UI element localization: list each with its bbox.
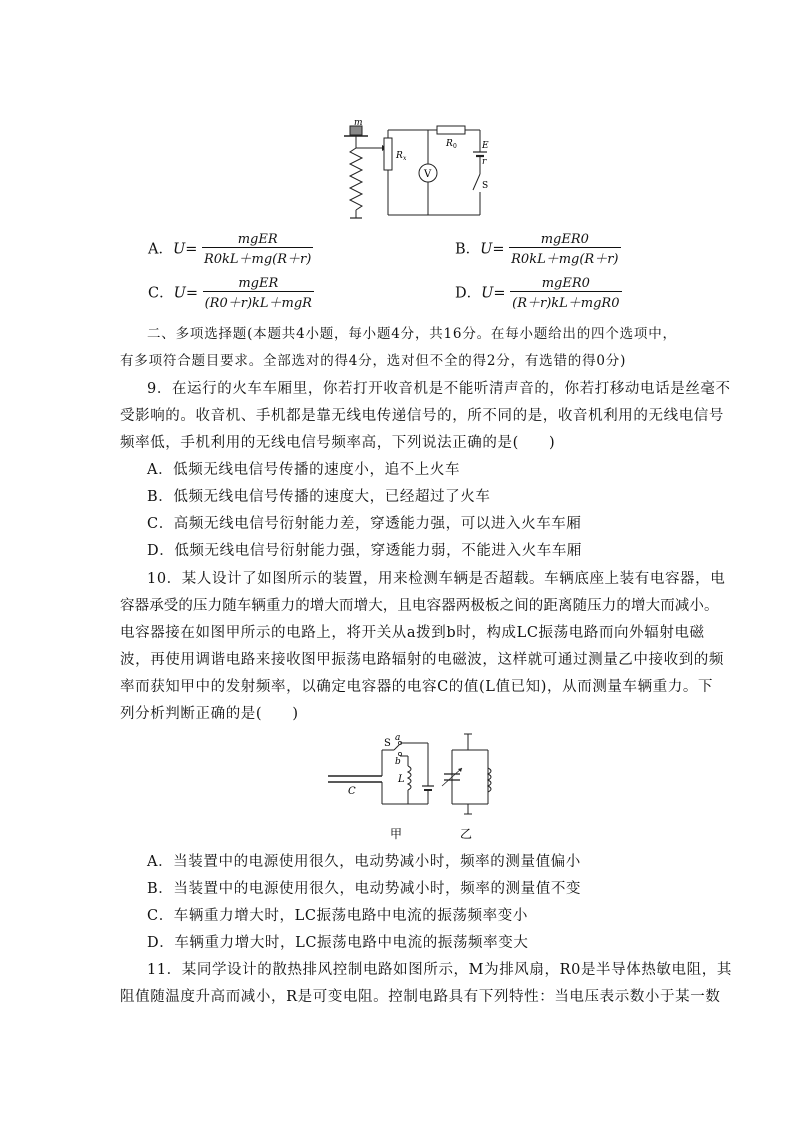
q10-option-d[interactable]: D．车辆重力增大时，LC振荡电路中电流的振荡频率变大 bbox=[147, 935, 529, 951]
fig1-r0-sub: 0 bbox=[453, 143, 457, 150]
q8-option-d-den: (R＋r)kL＋mgR0 bbox=[512, 296, 620, 311]
q8-option-d[interactable] bbox=[455, 276, 622, 311]
q8-option-b-fraction bbox=[509, 232, 620, 267]
fig1-v-label: V bbox=[424, 169, 432, 180]
q8-option-c[interactable] bbox=[148, 276, 314, 311]
fig1-s-label: S bbox=[482, 181, 489, 191]
q9-line-3: 频率低，手机利用的无线电信号频率高，下列说法正确的是( ) bbox=[120, 435, 556, 451]
q10-line-6: 列分析判断正确的是( ) bbox=[120, 706, 299, 722]
section-2-line-1: 二、多项选择题(本题共4小题，每小题4分，共16分。在每小题给出的四个选项中， bbox=[147, 326, 677, 342]
q8-option-d-fraction bbox=[510, 276, 621, 311]
fig2-a-label: a bbox=[395, 733, 401, 743]
fig2-s-label: S bbox=[384, 738, 391, 749]
fig2-c-label: C bbox=[348, 786, 356, 797]
fig1-rx-sub: x bbox=[403, 155, 407, 162]
q8-option-d-label: D． bbox=[455, 285, 482, 302]
q10-option-b[interactable]: B．当装置中的电源使用很久，电动势减小时，频率的测量值不变 bbox=[147, 881, 582, 897]
q8-option-a-lhs: U= bbox=[172, 241, 198, 258]
fig1-m-label: m bbox=[354, 118, 363, 128]
section-2-line-2: 有多项符合题目要求。全部选对的得4分，选对但不全的得2分，有选错的得0分) bbox=[120, 353, 627, 369]
fig2-yi-label: 乙 bbox=[460, 827, 473, 841]
q8-option-c-num: mgER bbox=[203, 276, 314, 292]
q11-line-2: 阻值随温度升高而减小，R是可变电阻。控制电路具有下列特性：当电压表示数小于某一数 bbox=[120, 989, 721, 1005]
fig1-rx-label: R bbox=[396, 151, 403, 161]
q8-option-a-fraction bbox=[202, 232, 313, 267]
q9-line-1: 9．在运行的火车车厢里，你若打开收音机是不能听清声音的，你若打移动电话是丝毫不 bbox=[147, 381, 731, 397]
q8-option-b-lhs: U= bbox=[480, 241, 505, 258]
q8-option-c-den: (R0＋r)kL＋mgR bbox=[204, 296, 312, 311]
q8-option-a-den: R0kL＋mg(R＋r) bbox=[203, 252, 312, 267]
q9-option-c[interactable]: C．高频无线电信号衍射能力差，穿透能力强，可以进入火车车厢 bbox=[147, 516, 582, 532]
q8-option-d-lhs: U= bbox=[481, 285, 506, 302]
q8-option-c-lhs: U= bbox=[173, 285, 198, 302]
q10-line-1: 10．某人设计了如图所示的装置，用来检测车辆是否超载。车辆底座上装有电容器，电 bbox=[147, 571, 726, 587]
q8-option-b-num: mgER0 bbox=[509, 232, 620, 248]
q10-option-c[interactable]: C．车辆重力增大时，LC振荡电路中电流的振荡频率变小 bbox=[147, 908, 528, 924]
q10-line-4: 波，再使用调谐电路来接收图甲振荡电路辐射的电磁波，这样就可通过测量乙中接收到的频 bbox=[120, 652, 724, 668]
q10-line-3: 电容器接在如图甲所示的电路上，将开关从a拨到b时，构成LC振荡电路而向外辐射电磁 bbox=[120, 625, 705, 641]
q8-option-c-fraction bbox=[203, 276, 314, 311]
q8-option-a[interactable] bbox=[148, 232, 313, 267]
q8-option-d-num: mgER0 bbox=[510, 276, 621, 292]
fig1-r-label: r bbox=[482, 157, 487, 167]
q8-option-a-num: mgER bbox=[202, 232, 313, 248]
figure-1-circuit bbox=[340, 118, 500, 226]
q8-option-b[interactable] bbox=[455, 232, 621, 267]
fig1-r0-label: R bbox=[446, 139, 453, 149]
fig2-b-label: b bbox=[395, 757, 401, 767]
q9-option-a[interactable]: A．低频无线电信号传播的速度小，追不上火车 bbox=[147, 462, 461, 478]
q8-option-b-label: B． bbox=[455, 241, 481, 258]
figure-2-lc-circuits bbox=[328, 730, 518, 842]
fig1-e-label: E bbox=[482, 141, 489, 151]
q9-line-2: 受影响的。收音机、手机都是靠无线电传递信号的，所不同的是，收音机利用的无线电信号 bbox=[120, 408, 724, 424]
q9-option-d[interactable]: D．低频无线电信号衍射能力强，穿透能力弱，不能进入火车车厢 bbox=[147, 543, 583, 559]
q8-option-b-den: R0kL＋mg(R＋r) bbox=[511, 252, 619, 267]
q9-option-b[interactable]: B．低频无线电信号传播的速度大，已经超过了火车 bbox=[147, 489, 491, 505]
q8-option-c-label: C． bbox=[148, 285, 174, 302]
q10-option-a[interactable]: A．当装置中的电源使用很久，电动势减小时，频率的测量值偏小 bbox=[147, 854, 581, 870]
q8-option-a-label: A． bbox=[148, 241, 173, 258]
fig2-l-label: L bbox=[398, 774, 405, 785]
q10-line-2: 容器承受的压力随车辆重力的增大而增大，且电容器两极板之间的距离随压力的增大而减小。 bbox=[120, 598, 719, 614]
fig2-jia-label: 甲 bbox=[390, 827, 403, 841]
q10-line-5: 率而获知甲中的发射频率，以确定电容器的电容C的值(L值已知)，从而测量车辆重力。下 bbox=[120, 679, 714, 695]
q11-line-1: 11．某同学设计的散热排风控制电路如图所示，M为排风扇，R0是半导体热敏电阻，其 bbox=[147, 962, 732, 978]
